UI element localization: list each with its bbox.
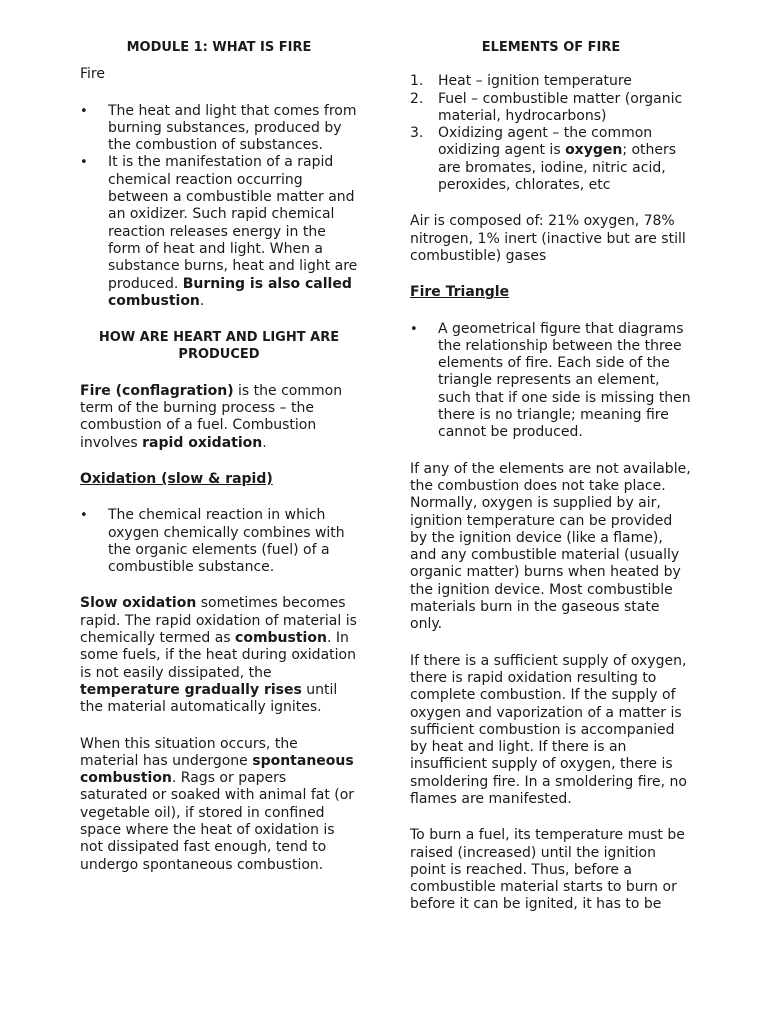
paragraph: Fire (conflagration) is the common term of the burning process – the combustion of a fuel. Combustion involves rapid oxidation. — [80, 382, 343, 451]
subheading: Fire Triangle — [410, 284, 510, 301]
fire-label: Fire — [80, 66, 105, 83]
triangle-list — [410, 321, 692, 442]
section-heading: HOW ARE HEART AND LIGHT ARE PRODUCED — [98, 330, 340, 363]
bold-text: Burning is also called combustion — [108, 275, 352, 309]
oxidation-list — [80, 507, 358, 576]
list-item: 3. Oxidizing agent – the common oxidizing agent is oxygen; others are bromates, iodine, nitric acid, peroxides, chlorates, etc — [410, 125, 677, 194]
list-item: • The heat and light that comes from burning substances, produced by the combustion of substances. — [80, 103, 358, 155]
fire-definition-list — [80, 103, 358, 311]
left-column — [80, 39, 358, 874]
list-item: • The chemical reaction in which oxygen chemically combines with the organic elements (fuel) of a combustible substance. — [80, 507, 358, 576]
paragraph: To burn a fuel, its temperature must be raised (increased) until the ignition point is reached. Thus, before a combustible material starts to burn or before it can be ignited, it has to be — [410, 827, 685, 913]
module-heading: MODULE 1: WHAT IS FIRE — [126, 40, 312, 55]
paragraph: When this situation occurs, the material has undergone spontaneous combustion. Rags or papers saturated or soaked with animal fat (or vegetable oil), if stored in confined space where the heat of oxidation is not dissipated fast enough, tend to undergo spontaneous combustion. — [80, 735, 355, 873]
paragraph: Slow oxidation sometimes becomes rapid. The rapid oxidation of material is chemically termed as combustion. In some fuels, if the heat during oxidation is not easily dissipated, the temperature gradually rises until the material automatically ignites. — [80, 595, 357, 716]
paragraph: If any of the elements are not available, the combustion does not take place. Normally, oxygen is supplied by air, ignition temperature can be provided by the ignition device (like a flame), and any combustible material (usually organic matter) burns when heated by the ignition device. Most combustible materials burn in the gaseous state only. — [410, 460, 691, 633]
subheading: Oxidation (slow & rapid) — [80, 470, 273, 487]
list-item: 1. Heat – ignition temperature — [410, 73, 632, 90]
elements-list — [410, 73, 692, 194]
list-item: 2. Fuel – combustible matter (organic material, hydrocarbons) — [410, 90, 683, 124]
right-column — [410, 39, 692, 914]
elements-heading: ELEMENTS OF FIRE — [481, 40, 621, 55]
paragraph: Air is composed of: 21% oxygen, 78% nitrogen, 1% inert (inactive but are still combustible) gases — [410, 213, 686, 264]
list-item: • A geometrical figure that diagrams the relationship between the three elements of fire. Each side of the triangle represents an element, such that if one side is missing then there is no triangle; meaning fire cannot be produced. — [410, 321, 692, 442]
paragraph: If there is a sufficient supply of oxygen, there is rapid oxidation resulting to complete combustion. If the supply of oxygen and vaporization of a matter is sufficient combustion is accompanied by heat and light. If there is an insufficient supply of oxygen, there is smoldering fire. In a smoldering fire, no flames are manifested. — [410, 652, 687, 807]
list-item: • It is the manifestation of a rapid chemical reaction occurring between a combustible matter and an oxidizer. Such rapid chemical reaction releases energy in the form of heat and light. When a substance burns, heat and light are produced. Burning is also called combustion. — [80, 154, 358, 310]
list-item-text: It is the manifestation of a rapid chemical reaction occurring between a combustible matter and an oxidizer. Such rapid chemical reaction releases energy in the form of heat and light. When a substance burns, heat and light are produced. — [108, 154, 358, 292]
